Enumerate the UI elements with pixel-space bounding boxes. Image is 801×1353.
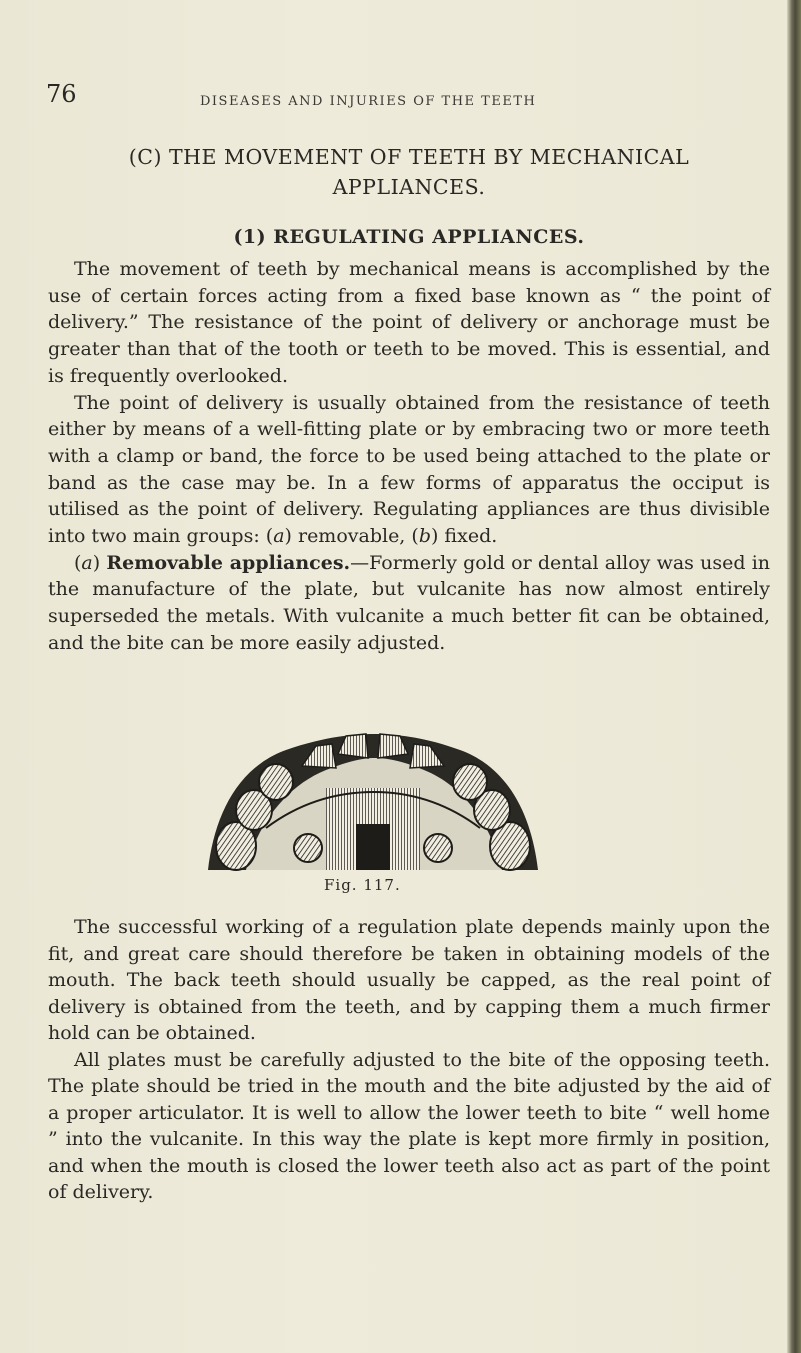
figure-caption: Fig. 117. <box>324 876 401 894</box>
figure-regulation-plate <box>206 728 540 872</box>
paragraph-1: The movement of teeth by mechanical means is accomplished by the use of certain forces acting from a fixed base known as “ the point of delivery.” The resistance of the point of delivery or anchorage must be greater than that of the tooth or teeth to be moved. This is essential, and is frequently overlooked. <box>48 258 770 387</box>
paragraph-3: (a) Removable appliances.—Formerly gold or dental alloy was used in the manufacture of the plate, but vulcanite has now almost entirely superseded the metals. With vulcanite a much better fit can be obtained, and the bite can be more easily adjusted. <box>48 551 771 654</box>
paragraph-2: The point of delivery is usually obtained from the resistance of teeth either by means of a well-fitting plate or by embracing two or more teeth with a clamp or band, the force to be used being attached to the plate or band as the case may be. In a few forms of apparatus the occiput is utilised as the point of delivery. Regulating appliances are thus divisible into two main groups: (a) removable, (b) fixed. <box>48 391 770 548</box>
removable-appliances-heading: Removable appliances. <box>106 551 351 574</box>
body-text-lower <box>48 914 770 1206</box>
subheading: (1) REGULATING APPLIANCES. <box>233 226 585 248</box>
page-number: 76 <box>46 80 77 108</box>
paragraph-4: The successful working of a regulation plate depends mainly upon the fit, and great care should therefore be taken in obtaining models of the mouth. The back teeth should usually be capped, as the real point of delivery is obtained from the teeth, and by capping them a much firmer hold can be obtained. <box>48 916 770 1044</box>
paragraph-5: All plates must be carefully adjusted to the bite of the opposing teeth. The plate should be tried in the mouth and the bite adjusted by the aid of a proper articulator. It is well to allow the lower teeth to bite “ well home ” into the vulcanite. In this way the plate is kept more firmly in position, and when the mouth is closed the lower teeth also act as part of the point of delivery. <box>48 1048 770 1203</box>
section-title-line-1: (C) THE MOVEMENT OF TEETH BY MECHANICAL <box>128 145 690 169</box>
section-title <box>48 142 770 202</box>
book-edge <box>787 0 801 1353</box>
regulation-plate-illustration <box>206 728 540 872</box>
body-text-upper <box>48 256 770 657</box>
running-head: DISEASES AND INJURIES OF THE TEETH <box>200 94 537 109</box>
section-title-line-2: APPLIANCES. <box>332 175 486 199</box>
